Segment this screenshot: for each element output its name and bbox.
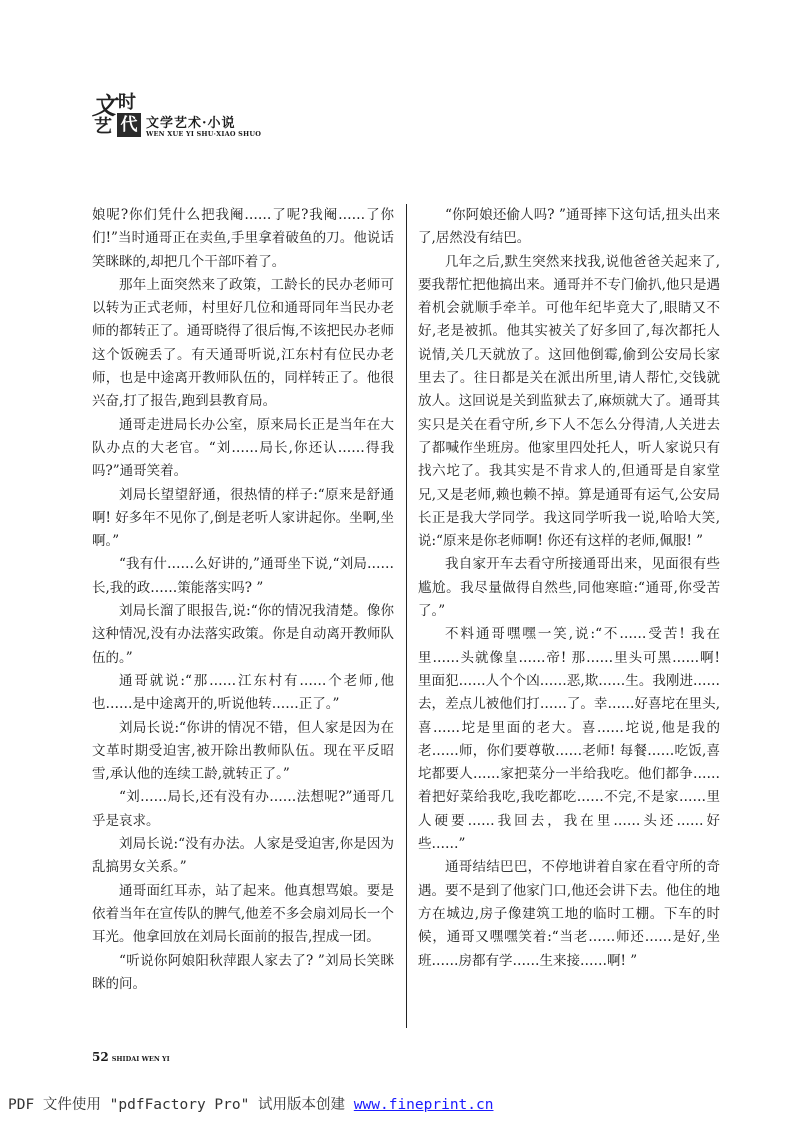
logo-char-4: 代 (117, 113, 141, 137)
paragraph: “刘……局长,还有没有办……法想呢?”通哥几乎是哀求。 (92, 789, 394, 829)
page-footer (92, 1046, 170, 1065)
paragraph: 几年之后,默生突然来找我,说他爸爸关起来了,要我帮忙把他搞出来。通哥并不专门偷扒,他只是遇着机会就顺手牵羊。可他年纪毕竟大了,眼睛又不好,老是被抓。他其实被关了好多回了,每次都托人说情,关几天就放了。这回他倒霉,偷到公安局长家里去了。往日都是关在派出所里,请人帮忙,交钱就放人。这回说是关到监狱去了,麻烦就大了。通哥其实只是关在看守所,乡下人不怎么分得清,人关进去了都喊作坐班房。他家里四处托人，听人家说只有找六坨了。我其实是不肯求人的,但通哥是自家堂兄,又是老师,赖也赖不掉。算是通哥有运气,公安局长正是我大学同学。我这同学听我一说,哈哈大笑,说:“原来是你老师啊! 你还有这样的老师,佩服! ” (418, 253, 720, 550)
paragraph: 不料通哥嘿嘿一笑,说:“不……受苦! 我在里……头就像皇……帝! 那……里头可黑……啊! 里面犯……人个个凶……恶,欺……生。我刚进……去，差点儿被他们打……了。幸……好喜坨在里头,喜……坨是里面的老大。喜……坨说,他是我的老……师，你们要尊敬……老师! 每餐……吃饭,喜坨都要人……家把菜分一半给我吃。他们都争……着把好菜给我吃,我吃都吃……不完,不是家……里人硬要……我回去，我在里……头还……好些……” (418, 626, 720, 853)
column-title: 文学艺术·小说 (146, 116, 236, 131)
paragraph: 通哥走进局长办公室，原来局长正是当年在大队办点的大老官。“刘……局长,你还认……得我吗?”通哥笑着。 (92, 416, 394, 480)
magazine-logo (90, 86, 146, 142)
paragraph: 通哥就说:“那……江东村有……个老师,他也……是中途离开的,听说他转……正了。” (92, 672, 394, 713)
paragraph: 通哥面红耳赤，站了起来。他真想骂娘。要是依着当年在宣传队的脾气,他差不多会扇刘局长一个耳光。他拿回放在刘局长面前的报告,捏成一团。 (92, 882, 394, 946)
paragraph: 我自家开车去看守所接通哥出来，见面很有些尴尬。我尽量做得自然些,同他寒暄:“通哥,你受苦了。” (418, 556, 720, 620)
logo-char-2: 时 (118, 92, 136, 113)
magazine-name: SHIDAI WEN YI (111, 1055, 170, 1063)
paragraph: 通哥结结巴巴，不停地讲着自家在看守所的奇遇。要不是到了他家门口,他还会讲下去。他住的地方在城边,房子像建筑工地的临时工棚。下车的时候，通哥又嘿嘿笑着:“当老……师还……是好,坐班……房都有学……生来接……啊! ” (418, 859, 720, 969)
column-pinyin: WEN XUE YI SHU·XIAO SHUO (146, 130, 262, 138)
watermark-text: PDF 文件使用 "pdfFactory Pro" 试用版本创建 (8, 1097, 346, 1113)
page-number: 52 (92, 1050, 109, 1064)
paragraph: 娘呢?你们凭什么把我阉……了呢?我阉……了你们!”当时通哥正在卖鱼,手里拿着破鱼的刀。他说话笑眯眯的,却把几个干部吓着了。 (92, 207, 394, 270)
pdf-watermark (8, 1093, 493, 1114)
paragraph: 刘局长说:“你讲的情况不错，但人家是因为在文革时期受迫害,被开除出教师队伍。现在平反昭雪,承认他的连续工龄,就转正了。” (92, 719, 394, 783)
paragraph: 那年上面突然来了政策，工龄长的民办老师可以转为正式老师，村里好几位和通哥同年当民办老师的都转正了。通哥晓得了很后悔,不该把民办老师这个饭碗丢了。有天通哥听说,江东村有位民办老师，也是中途离开教师队伍的，同样转正了。他很兴奋,打了报告,跑到县教育局。 (92, 276, 394, 410)
logo-char-3: 艺 (94, 116, 112, 137)
column-divider (406, 204, 407, 1028)
right-column (418, 204, 720, 973)
paragraph: 刘局长溜了眼报告,说:“你的情况我清楚。像你这种情况,没有办法落实政策。你是自动离开教师队伍的。” (92, 603, 394, 666)
paragraph: 刘局长望望舒通，很热情的样子:“原来是舒通啊! 好多年不见你了,倒是老听人家讲起你。坐啊,坐啊。” (92, 486, 394, 550)
paragraph: “听说你阿娘阳秋萍跟人家去了? ”刘局长笑眯眯的问。 (92, 952, 394, 992)
paragraph: 刘局长说:“没有办法。人家是受迫害,你是因为乱搞男女关系。” (92, 836, 394, 876)
paragraph: “你阿娘还偷人吗? ”通哥摔下这句话,扭头出来了,居然没有结巴。 (418, 207, 720, 247)
fineprint-link[interactable]: www.fineprint.cn (353, 1097, 494, 1113)
logo-char-1: 文 (92, 91, 116, 120)
left-column (92, 204, 394, 996)
column-header (90, 86, 310, 142)
paragraph: “我有什……么好讲的,”通哥坐下说,“刘局……长,我的政……策能落实吗? ” (92, 556, 394, 596)
